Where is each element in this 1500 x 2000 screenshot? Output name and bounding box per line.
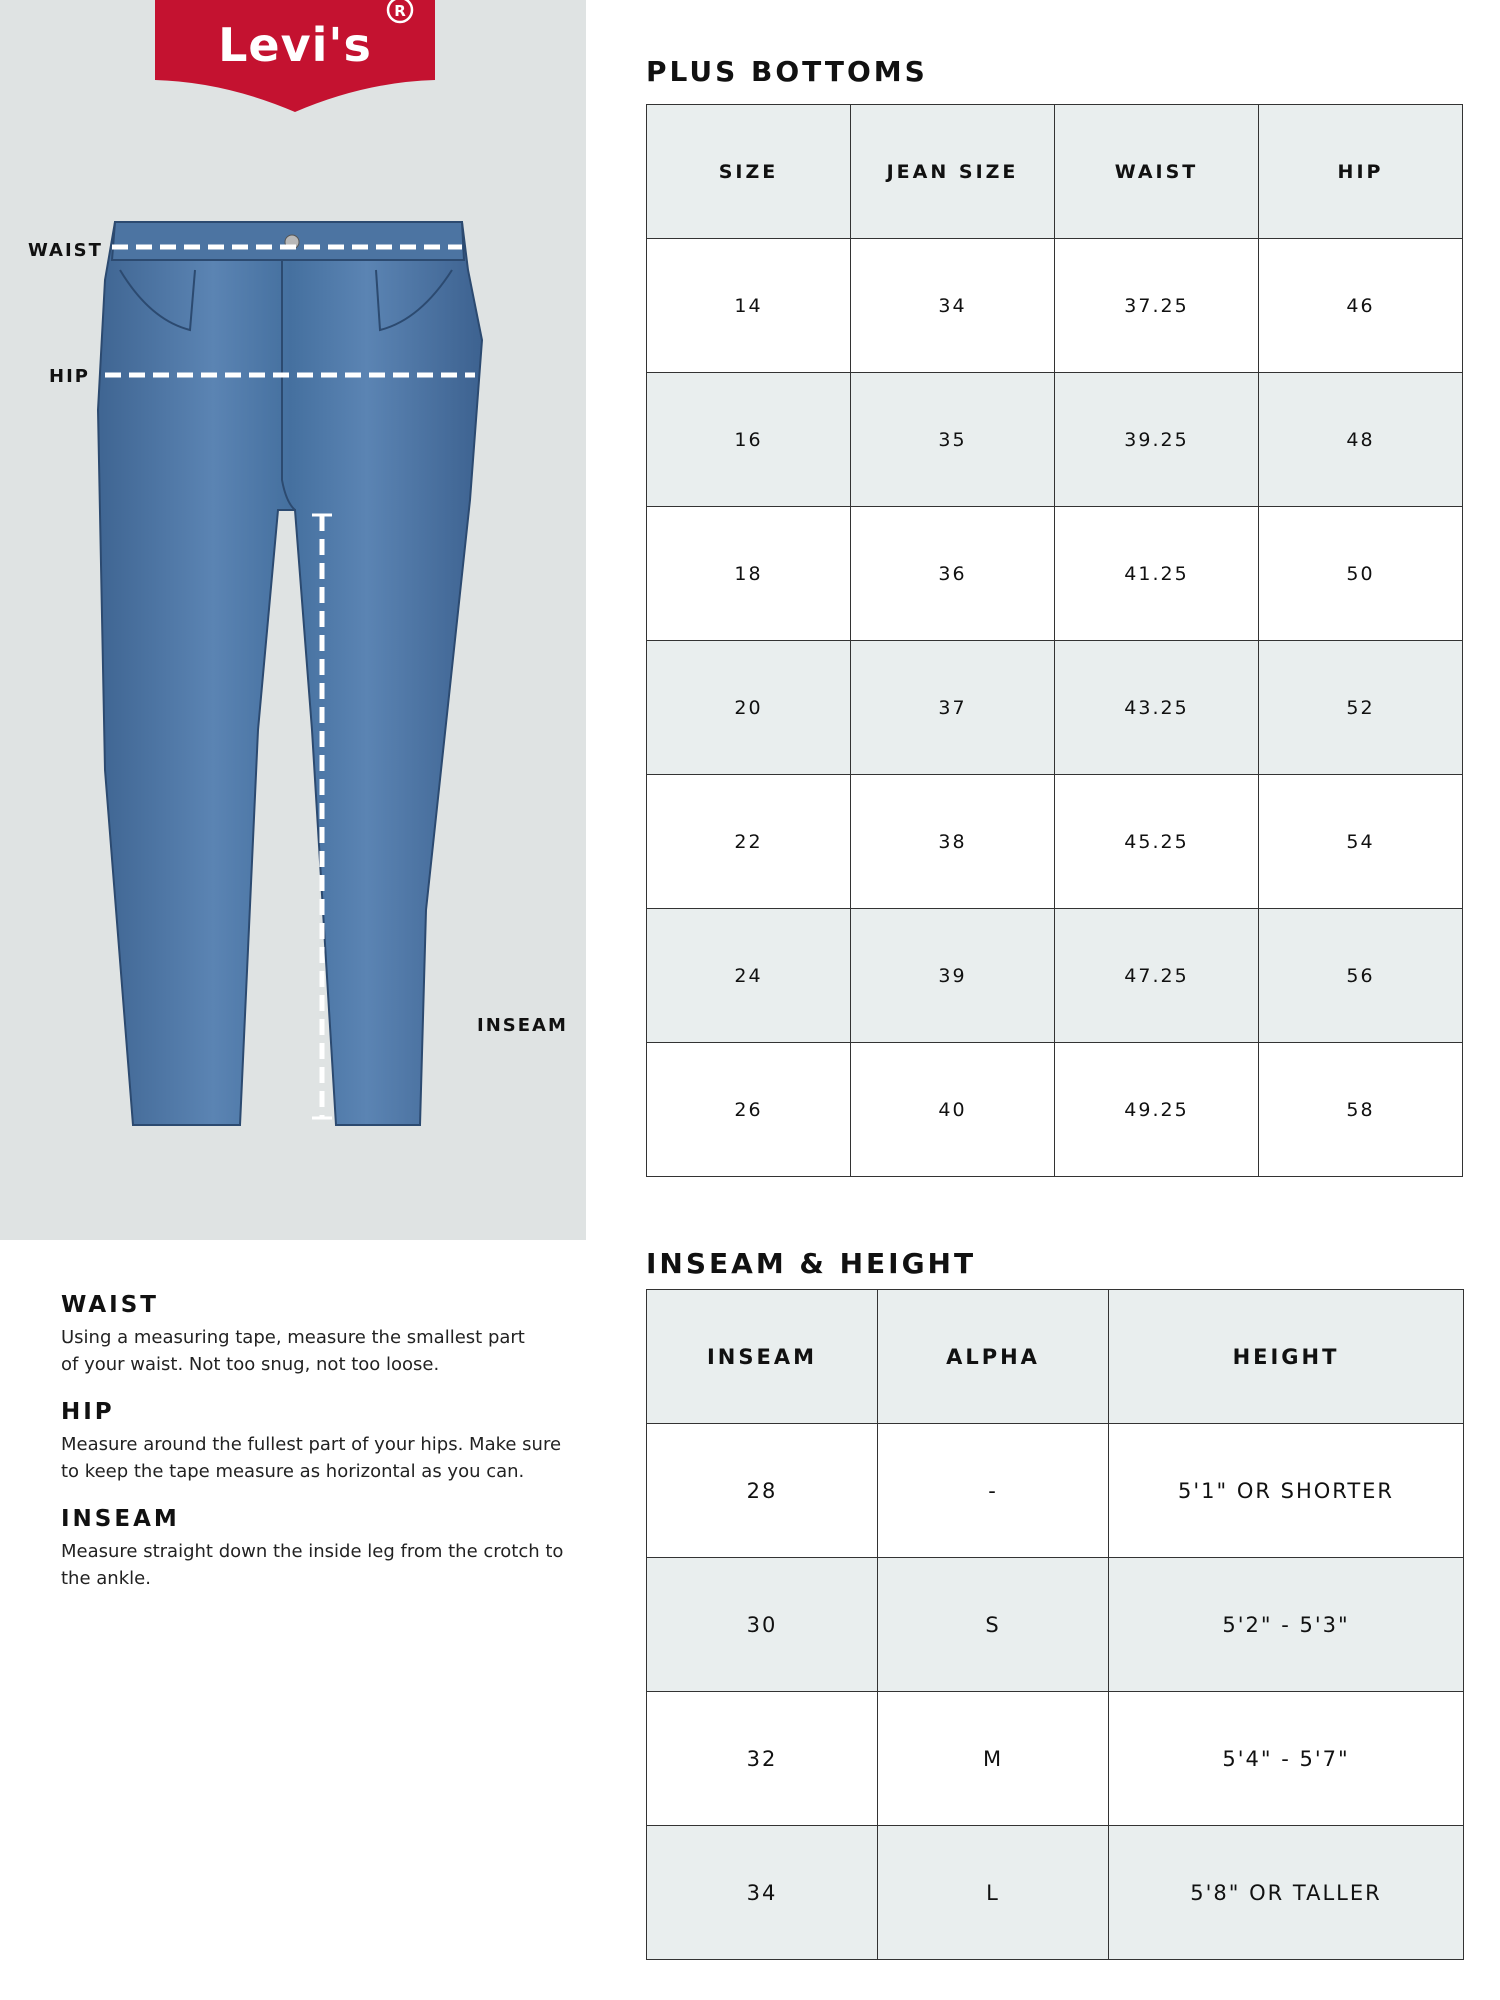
- table-header-row: [647, 1290, 1464, 1424]
- measurement-lines: [90, 210, 490, 1140]
- cell-jean-size: 34: [851, 239, 1055, 373]
- waist-guide-text-line2: of your waist. Not too snug, not too loose.: [61, 1354, 440, 1375]
- inseam-guide-title: INSEAM: [61, 1506, 180, 1532]
- cell-height: 5'8" OR TALLER: [1109, 1826, 1464, 1960]
- cell-inseam: 30: [647, 1558, 878, 1692]
- cell-inseam: 32: [647, 1692, 878, 1826]
- header-inseam: INSEAM: [647, 1290, 878, 1424]
- cell-height: 5'4" - 5'7": [1109, 1692, 1464, 1826]
- cell-hip: 58: [1259, 1043, 1463, 1177]
- levis-logo: [155, 0, 435, 112]
- header-jean-size: JEAN SIZE: [851, 105, 1055, 239]
- waist-guide-text-line1: Using a measuring tape, measure the smallest part: [61, 1327, 525, 1348]
- cell-waist: 37.25: [1055, 239, 1259, 373]
- table-row: [647, 775, 1463, 909]
- inseam-guide-text-line2: the ankle.: [61, 1568, 151, 1589]
- table-row: [647, 1692, 1464, 1826]
- waist-guide-title: WAIST: [61, 1292, 159, 1318]
- cell-size: 20: [647, 641, 851, 775]
- cell-hip: 50: [1259, 507, 1463, 641]
- cell-alpha: -: [878, 1424, 1109, 1558]
- header-height: HEIGHT: [1109, 1290, 1464, 1424]
- table-row: [647, 373, 1463, 507]
- header-size: SIZE: [647, 105, 851, 239]
- cell-jean-size: 36: [851, 507, 1055, 641]
- cell-size: 26: [647, 1043, 851, 1177]
- table-row: [647, 909, 1463, 1043]
- header-hip: HIP: [1259, 105, 1463, 239]
- cell-hip: 46: [1259, 239, 1463, 373]
- cell-waist: 43.25: [1055, 641, 1259, 775]
- inseam-guide: [61, 1506, 601, 1592]
- cell-waist: 49.25: [1055, 1043, 1259, 1177]
- jeans-illustration: [90, 210, 490, 1140]
- table-row: [647, 1558, 1464, 1692]
- cell-hip: 52: [1259, 641, 1463, 775]
- table-row: [647, 507, 1463, 641]
- hip-diagram-label: HIP: [49, 366, 90, 387]
- inseam-guide-text-line1: Measure straight down the inside leg from the crotch to: [61, 1541, 564, 1562]
- svg-text:R: R: [394, 2, 406, 20]
- logo-wordmark: Levi's: [218, 18, 372, 72]
- cell-hip: 54: [1259, 775, 1463, 909]
- header-alpha: ALPHA: [878, 1290, 1109, 1424]
- table-header-row: [647, 105, 1463, 239]
- cell-waist: 41.25: [1055, 507, 1259, 641]
- hip-guide-text-line1: Measure around the fullest part of your hips. Make sure: [61, 1434, 562, 1455]
- hip-guide-text-line2: to keep the tape measure as horizontal as you can.: [61, 1461, 525, 1482]
- hip-guide: [61, 1399, 601, 1485]
- plus-bottoms-table: [646, 104, 1463, 1177]
- cell-jean-size: 40: [851, 1043, 1055, 1177]
- cell-alpha: L: [878, 1826, 1109, 1960]
- table-row: [647, 641, 1463, 775]
- table-row: [647, 1043, 1463, 1177]
- plus-bottoms-title: PLUS BOTTOMS: [646, 55, 928, 88]
- header-waist: WAIST: [1055, 105, 1259, 239]
- inseam-diagram-label: INSEAM: [477, 1015, 568, 1036]
- inseam-height-table: [646, 1289, 1464, 1960]
- fit-diagram-panel: [0, 0, 586, 1240]
- cell-size: 22: [647, 775, 851, 909]
- cell-inseam: 28: [647, 1424, 878, 1558]
- cell-waist: 47.25: [1055, 909, 1259, 1043]
- cell-alpha: M: [878, 1692, 1109, 1826]
- cell-waist: 39.25: [1055, 373, 1259, 507]
- cell-inseam: 34: [647, 1826, 878, 1960]
- cell-jean-size: 35: [851, 373, 1055, 507]
- waist-diagram-label: WAIST: [28, 240, 103, 261]
- cell-size: 24: [647, 909, 851, 1043]
- cell-jean-size: 38: [851, 775, 1055, 909]
- table-row: [647, 239, 1463, 373]
- cell-size: 14: [647, 239, 851, 373]
- cell-alpha: S: [878, 1558, 1109, 1692]
- cell-height: 5'2" - 5'3": [1109, 1558, 1464, 1692]
- waist-guide: [61, 1292, 601, 1378]
- cell-hip: 48: [1259, 373, 1463, 507]
- cell-hip: 56: [1259, 909, 1463, 1043]
- cell-size: 18: [647, 507, 851, 641]
- cell-jean-size: 39: [851, 909, 1055, 1043]
- cell-jean-size: 37: [851, 641, 1055, 775]
- table-row: [647, 1826, 1464, 1960]
- table-row: [647, 1424, 1464, 1558]
- hip-guide-title: HIP: [61, 1399, 115, 1425]
- cell-height: 5'1" OR SHORTER: [1109, 1424, 1464, 1558]
- cell-size: 16: [647, 373, 851, 507]
- inseam-height-title: INSEAM & HEIGHT: [646, 1247, 977, 1280]
- cell-waist: 45.25: [1055, 775, 1259, 909]
